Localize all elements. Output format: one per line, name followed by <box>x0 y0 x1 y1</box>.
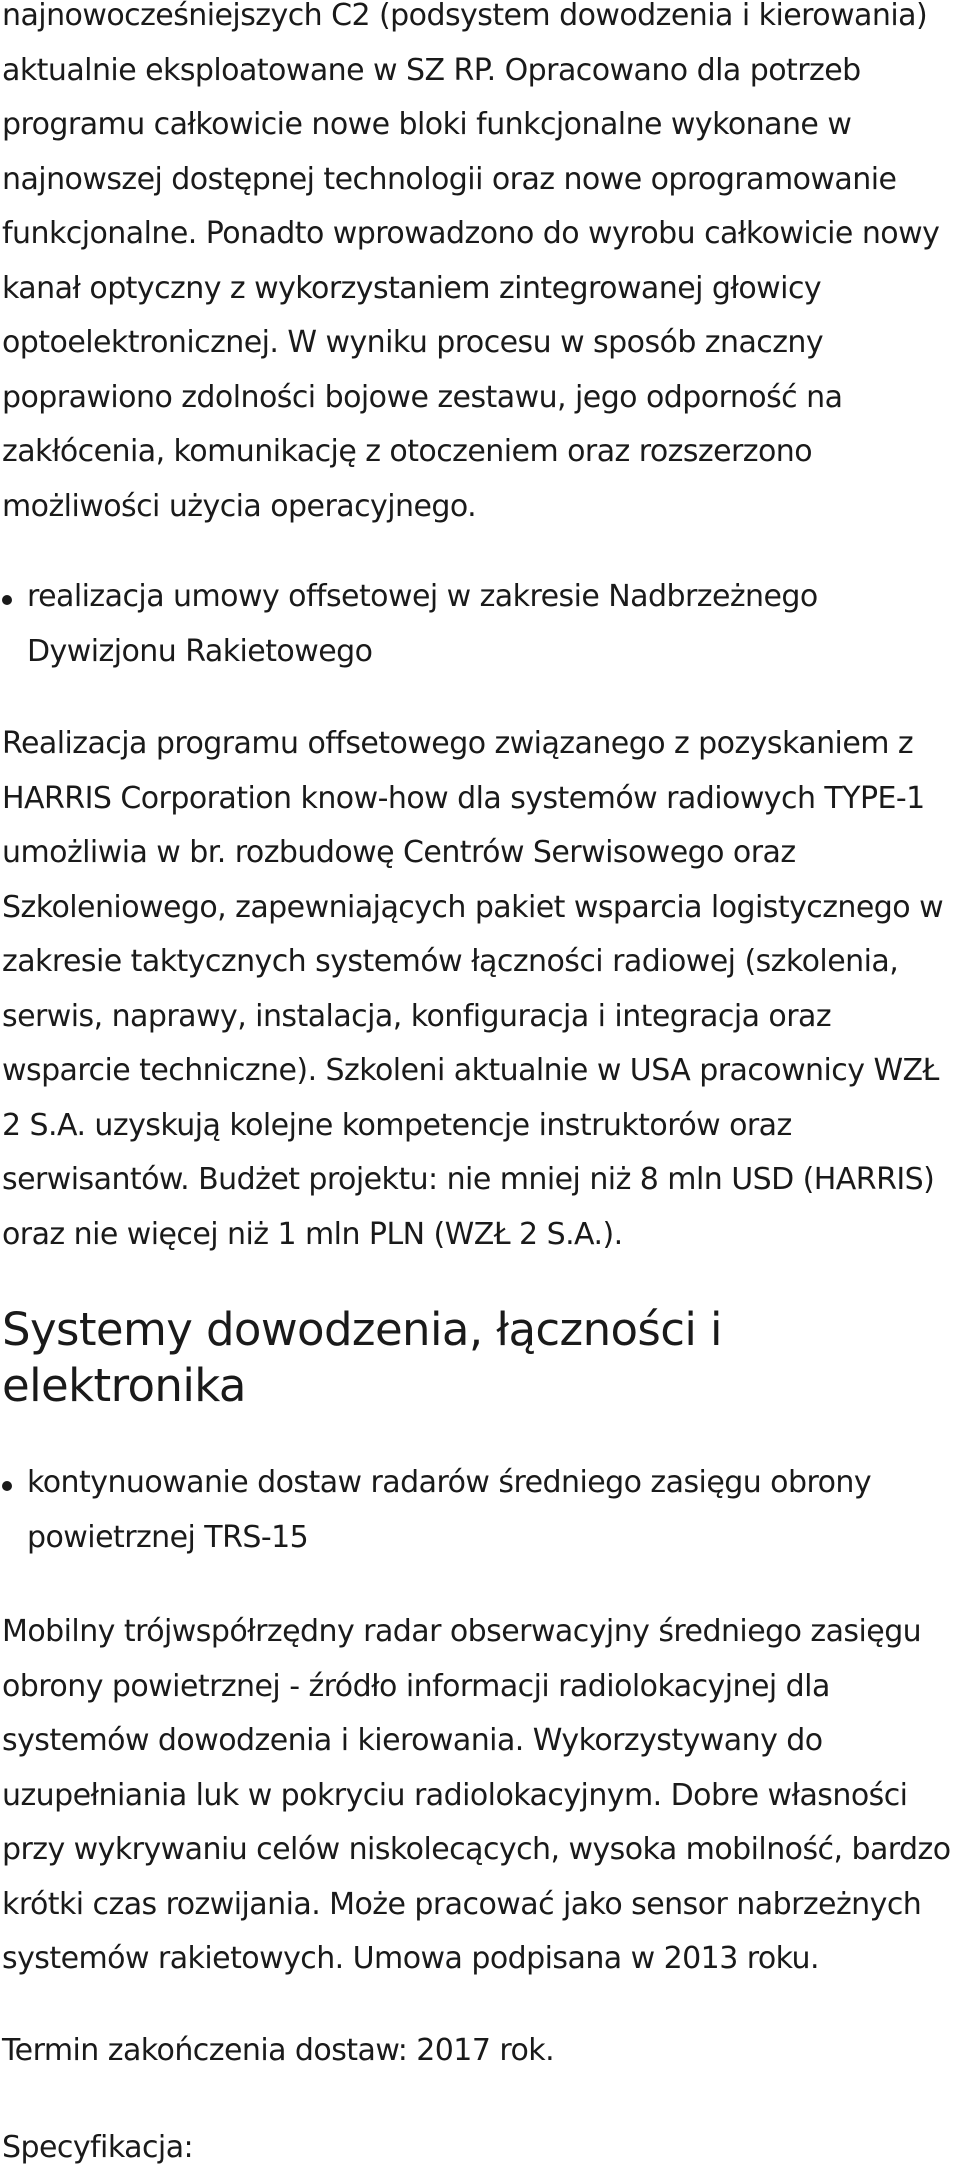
offset-bullet-text: realizacja umowy offsetowej w zakresie Nadbrzeżnego Dywizjonu Rakietowego <box>27 579 818 669</box>
offset-bullet-list <box>2 570 954 679</box>
delivery-deadline: Termin zakończenia dostaw: 2017 rok. <box>2 2032 555 2068</box>
radar-bullet-text: kontynuowanie dostaw radarów średniego zasięgu obrony powietrznej TRS-15 <box>27 1465 872 1555</box>
radar-bullet-list <box>2 1456 954 1565</box>
document-page <box>2 0 954 2176</box>
radar-paragraph: Mobilny trójwspółrzędny radar obserwacyjny średniego zasięgu obrony powietrznej - źródło informacji radiolokacyjnej dla systemów dowodzenia i kierowania. Wykorzystywany do uzupełniania luk w pokryciu radiolokacyjnym. Dobre własności przy wykrywaniu celów niskolecących, wysoka mobilność, bardzo krótki czas rozwijania. Może pracować jako sensor nabrzeżnych systemów rakietowych. Umowa podpisana w 2013 roku. <box>2 1614 951 1976</box>
bullet-dot-icon <box>2 595 12 605</box>
intro-paragraph: najnowocześniejszych C2 (podsystem dowodzenia i kierowania) aktualnie eksploatowane w SZ RP. Opracowano dla potrzeb programu całkowicie nowe bloki funkcjonalne wykonane w najnowszej dostępnej technologii oraz nowe oprogramowanie funkcjonalne. Ponadto wprowadzono do wyrobu całkowicie nowy kanał optyczny z wykorzystaniem zintegrowanej głowicy optoelektronicznej. W wyniku procesu w sposób znaczny poprawiono zdolności bojowe zestawu, jego odporność na zakłócenia, komunikację z otoczeniem oraz rozszerzono możliwości użycia operacyjnego. <box>2 0 940 524</box>
offset-bullet-item <box>2 570 954 679</box>
bullet-dot-icon <box>2 1481 12 1491</box>
offset-paragraph: Realizacja programu offsetowego związanego z pozyskaniem z HARRIS Corporation know-how dla systemów radiowych TYPE-1 umożliwia w br. rozbudowę Centrów Serwisowego oraz Szkoleniowego, zapewniających pakiet wsparcia logistycznego w zakresie taktycznych systemów łączności radiowej (szkolenia, serwis, naprawy, instalacja, konfiguracja i integracja oraz wsparcie techniczne). Szkoleni aktualnie w USA pracownicy WZŁ 2 S.A. uzyskują kolejne kompetencje instruktorów oraz serwisantów. Budżet projektu: nie mniej niż 8 mln USD (HARRIS) oraz nie więcej niż 1 mln PLN (WZŁ 2 S.A.). <box>2 726 944 1252</box>
spec-label: Specyfikacja: <box>2 2130 194 2165</box>
systems-heading: Systemy dowodzenia, łączności i elektronika <box>2 1303 722 1412</box>
radar-bullet-item <box>2 1456 954 1565</box>
